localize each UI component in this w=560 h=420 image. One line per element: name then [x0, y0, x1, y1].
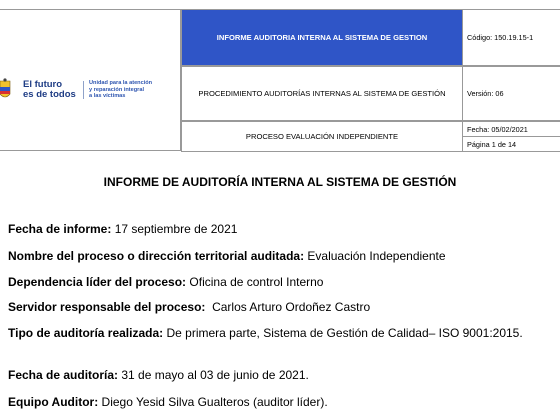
field-label: Fecha de informe:: [8, 222, 112, 236]
document-header: [0, 0, 560, 152]
field-process-name: [8, 249, 548, 263]
field-audit-date: [8, 368, 548, 382]
document-title: INFORME DE AUDITORÍA INTERNA AL SISTEMA DE GESTIÓN: [103, 175, 457, 189]
field-report-date: [8, 222, 548, 236]
field-audit-team: [8, 395, 548, 409]
field-value: Oficina de control Interno: [186, 275, 324, 289]
process-cell: PROCESO EVALUACIÓN INDEPENDIENTE: [181, 121, 463, 152]
logo-divider: [83, 81, 84, 99]
code-cell: Código: 150.19.15-1: [462, 9, 560, 66]
colombia-crest-icon: [0, 78, 11, 102]
field-responsible-officer: [8, 300, 548, 314]
institution-logo: [0, 76, 181, 104]
version-cell: Versión: 06: [462, 66, 560, 121]
logo-title: El futuro es de todos: [23, 79, 76, 100]
field-value: 31 de mayo al 03 de junio de 2021.: [118, 368, 309, 382]
date-cell: Fecha: 05/02/2021: [462, 121, 560, 137]
field-label: Servidor responsable del proceso:: [8, 300, 206, 314]
field-label: Dependencia líder del proceso:: [8, 275, 187, 289]
field-lead-dependency: [8, 275, 548, 289]
logo-subtitle: Unidad para la atención y reparación integral a las víctimas: [89, 80, 153, 100]
procedure-cell: PROCEDIMIENTO AUDITORÍAS INTERNAS AL SISTEMA DE GESTIÓN: [181, 66, 463, 121]
logo-cell: [0, 9, 181, 151]
field-audit-type: [8, 326, 548, 340]
field-label: Equipo Auditor:: [8, 395, 99, 409]
field-value: De primera parte, Sistema de Gestión de Calidad– ISO 9001:2015.: [163, 326, 523, 340]
field-label: Fecha de auditoría:: [8, 368, 119, 382]
field-value: Diego Yesid Silva Gualteros (auditor líder).: [98, 395, 328, 409]
field-value: 17 septiembre de 2021: [111, 222, 238, 236]
field-value: Evaluación Independiente: [304, 249, 446, 263]
field-label: Tipo de auditoría realizada:: [8, 326, 164, 340]
page-number-cell: Página 1 de 14: [462, 136, 560, 152]
field-label: Nombre del proceso o dirección territorial auditada:: [8, 249, 305, 263]
field-value: Carlos Arturo Ordoñez Castro: [205, 300, 371, 314]
report-title-cell: INFORME AUDITORIA INTERNA AL SISTEMA DE GESTION: [181, 9, 463, 66]
